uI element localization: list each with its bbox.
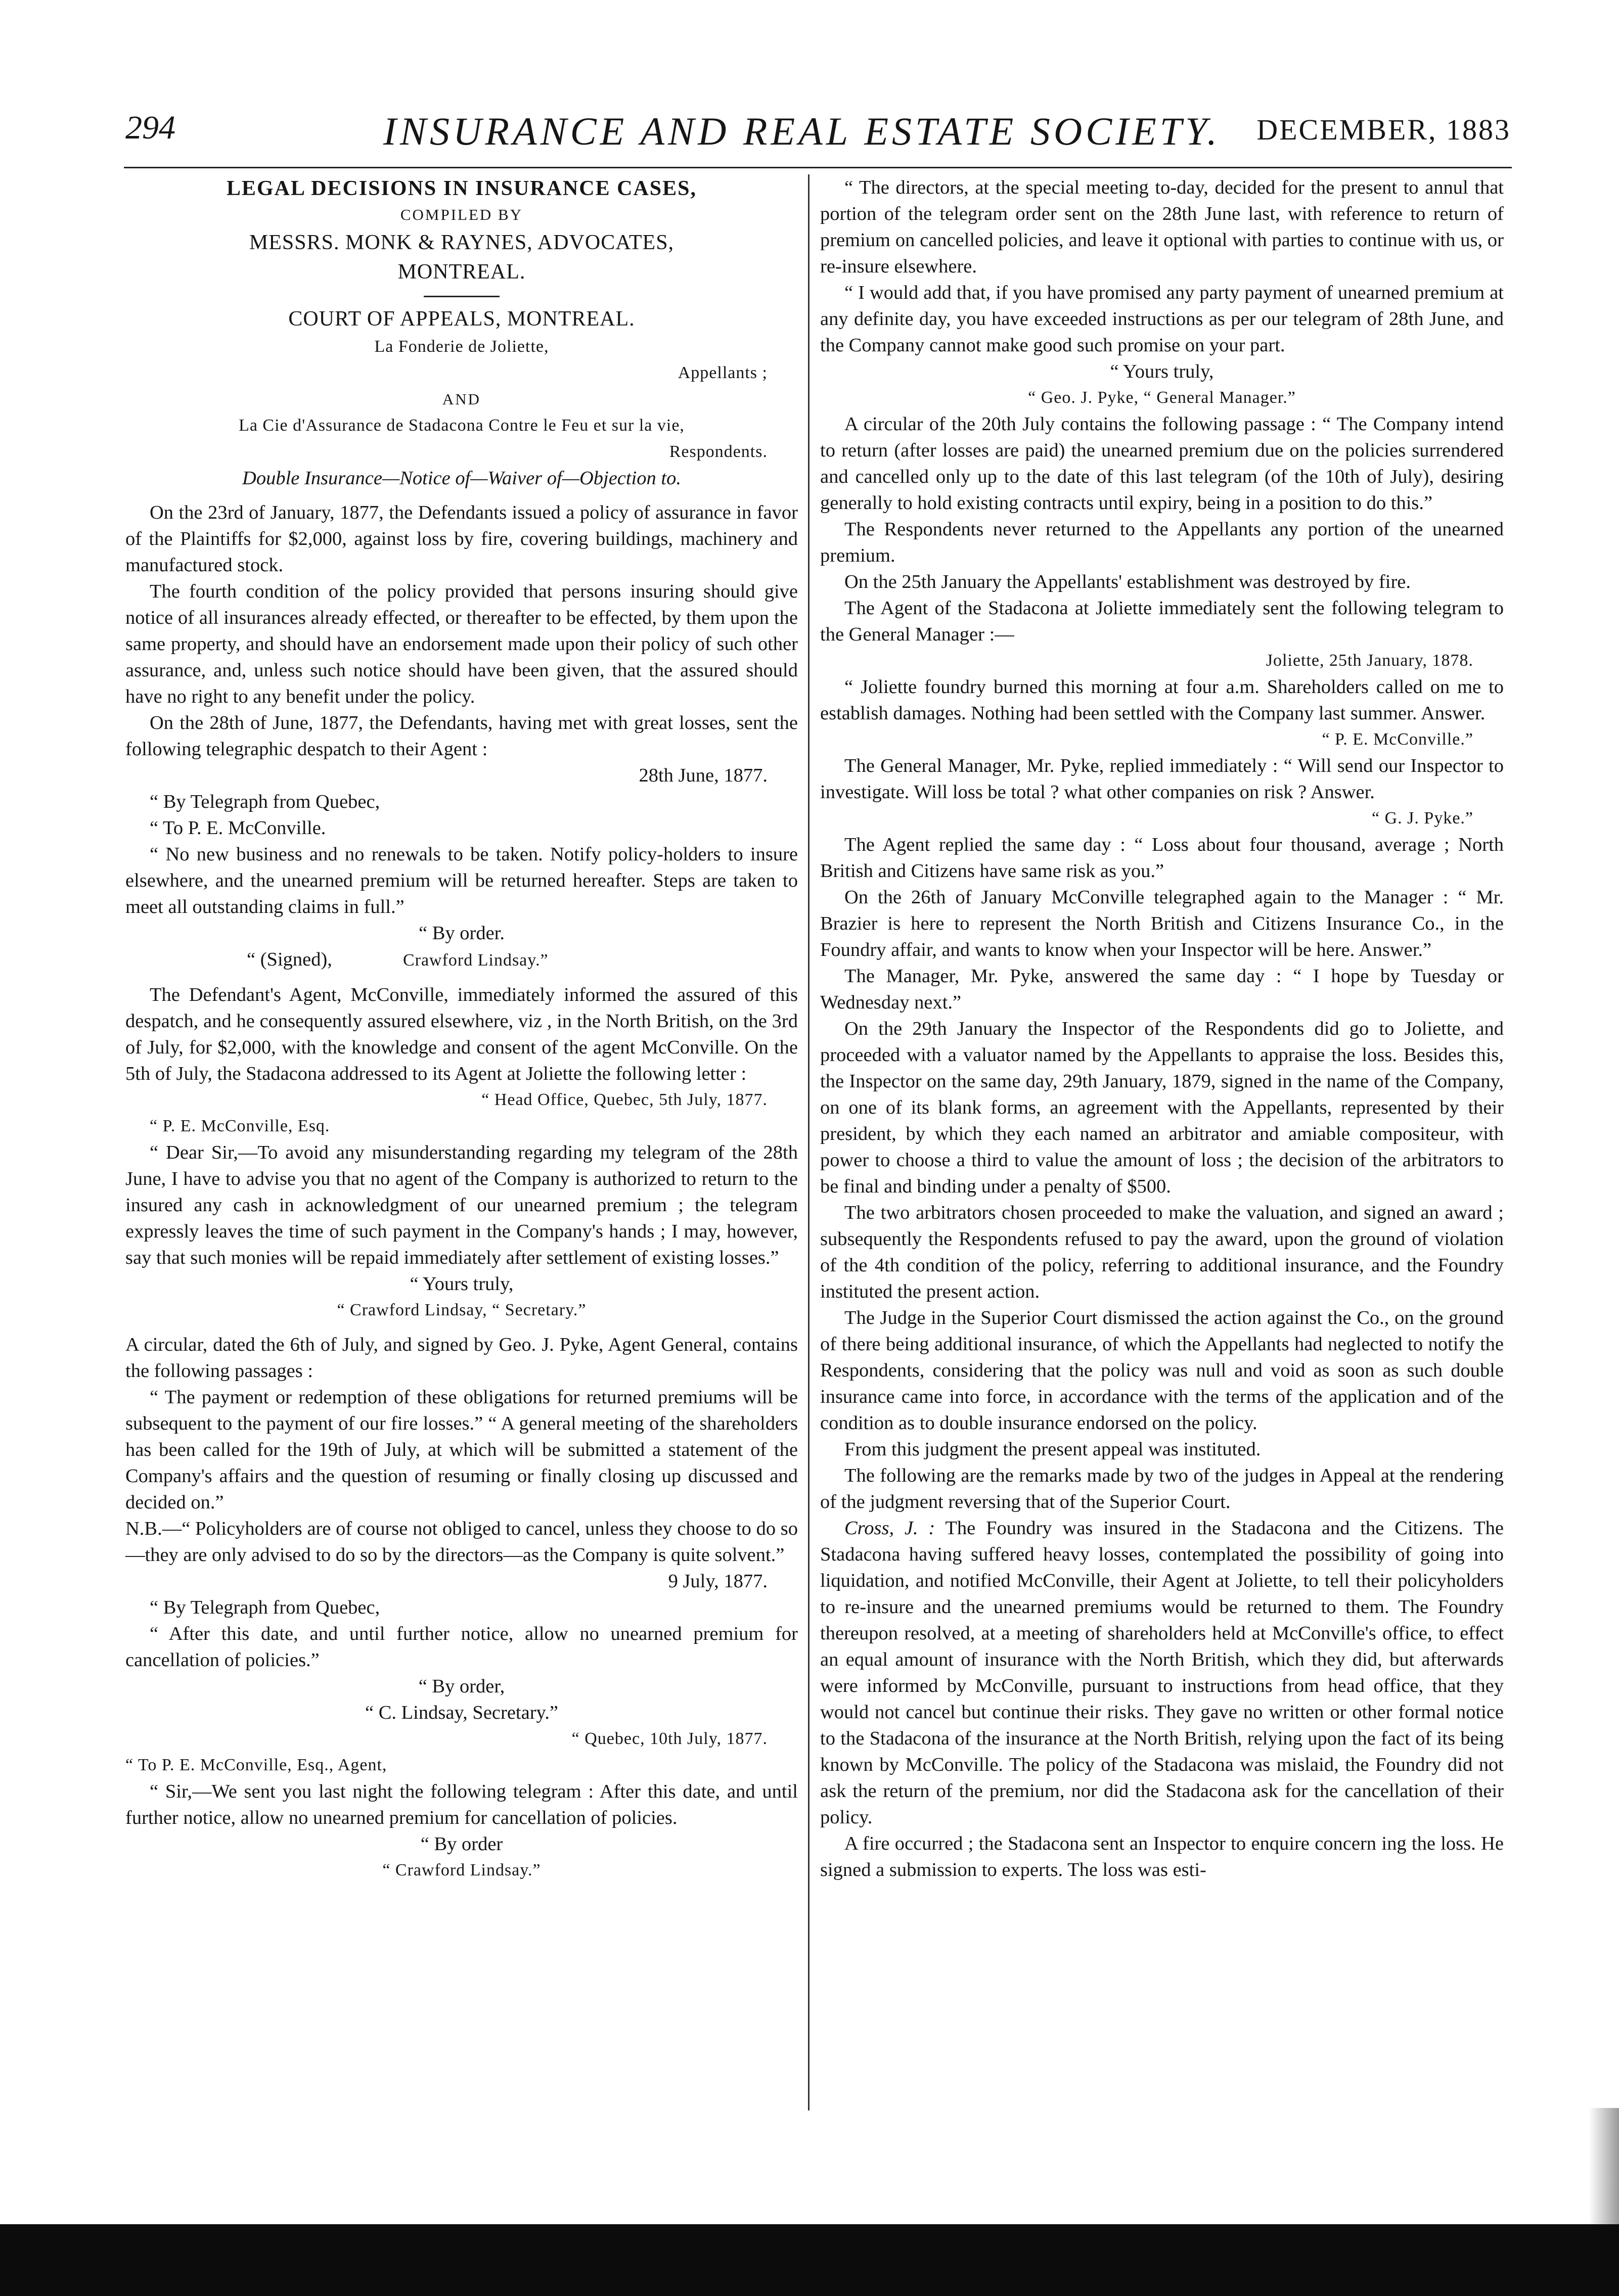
compilers-line-1: MESSRS. MONK & RAYNES, ADVOCATES, [249,231,674,254]
paragraph: The Defendant's Agent, McConville, immediately informed the assured of this despatch, and he consequently assured elsewhere, viz , in the North British, on the 3rd of July, for $2,000, with the knowledge and consent of the agent McConville. On the 5th of July, the Stadacona addressed to its Agent at Joliette the following letter : [125,984,798,1084]
letter-signature: “ Crawford Lindsay.” [382,1861,541,1879]
judge-remarks: The Foundry was insured in the Stadacona and the Citizens. The Stadacona having suffered heavy losses, contemplated the possibility of going into liquidation, and notified McConville, their Agent at Joliette, to tell their policyholders to re-insure and the unearned premiums would be returned to them. The Foundry thereupon resolved, at a meeting of shareholders held at McConville's office, to effect an equal amount of insurance with the North British, which they did, but afterwards were informed by McConville, pursuant to instructions from head office, that they would not cancel but continue their risks. They gave no written or other formal notice to the Stadacona of the insurance at the North British, relying upon the fact of its being known by McConville. The policy of the Stadacona was mislaid, the Foundry did not ask the return of the premium, nor did the Stadacona ask for the cancellation of their policy. [820,1518,1504,1828]
paragraph: On the 23rd of January, 1877, the Defendants issued a policy of assurance in favor of the Plaintiffs for $2,000, against loss by fire, covering buildings, machinery and manufactured stock. [125,502,798,576]
letter-body: “ Dear Sir,—To avoid any misunderstanding regarding my telegram of the 28th June, I have to advise you that no agent of the Company is authorized to return to the insured any cash in acknowledgment of our unearned premium ; the telegram expressly leaves the time of such payment in the Company's hands ; I may, however, say that such monies will be repaid immediately after settlement of existing losses.” [125,1142,798,1268]
signatory: Crawford Lindsay.” [402,951,549,970]
paragraph: The Agent replied the same day : “ Loss about four thousand, average ; North British and Citizens have same risk as you.” [820,834,1504,882]
letter-body: “ Sir,—We sent you last night the following telegram : After this date, and until further notice, allow no unearned premium for cancellation of policies. [125,1781,798,1828]
telegram-line: “ By order, [418,1676,505,1697]
telegram-body: “ No new business and no renewals to be taken. Notify policy-holders to insure elsewhere, and the unearned premium will be returned hereafter. Steps are taken to meet all outstanding claims in full.” [125,844,798,917]
page-edge-shadow [1589,2108,1619,2224]
running-header [125,109,1511,164]
court-heading: COURT OF APPEALS, MONTREAL. [288,307,635,331]
paragraph [820,1515,1504,1830]
telegram-signature [125,946,798,974]
telegram-signature: “ G. J. Pyke.” [1372,809,1473,828]
telegram-body: “ Joliette foundry burned this morning at four a.m. Shareholders called on me to establish damages. Nothing had been settled with the Company last summer. Answer. [820,676,1504,724]
paragraph: On the 28th of June, 1877, the Defendants, having met with great losses, sent the following telegraphic despatch to their Agent : [125,712,798,760]
paragraph: The General Manager, Mr. Pyke, replied immediately : “ Will send our Inspector to investigate. Will loss be total ? what other companies on risk ? Answer. [820,755,1504,803]
paragraph: A fire occurred ; the Stadacona sent an Inspector to enquire concern ing the loss. He signed a submission to experts. The loss was esti- [820,1833,1504,1880]
header-rule [124,167,1512,168]
page-number: 294 [125,109,175,146]
telegram-line: “ By Telegraph from Quebec, [150,791,380,812]
article-title: LEGAL DECISIONS IN INSURANCE CASES, [226,177,697,200]
paragraph: On the 26th of January McConville telegraphed again to the Manager : “ Mr. Brazier is here to represent the North British and Citizens Insurance Co., in the Foundry affair, and wants to know when your Inspector will be here. Answer.” [820,887,1504,960]
paragraph: On the 25th January the Appellants' establishment was destroyed by fire. [844,571,1411,592]
paragraph: The Agent of the Stadacona at Joliette immediately sent the following telegram to the General Manager :— [820,598,1504,645]
journal-title: INSURANCE AND REAL ESTATE SOCIETY. [383,109,1221,153]
letter-signature: “ Crawford Lindsay, “ Secretary.” [337,1301,587,1319]
letter-body: “ I would add that, if you have promised any party payment of unearned premium at any definite day, you have exceeded instructions as per our telegram of 28th June, and the Company cannot make good such promise on your part. [820,282,1504,356]
judge-name: Cross, J. : [844,1518,935,1539]
letter-date: “ Quebec, 10th July, 1877. [571,1729,768,1748]
telegram-date: 28th June, 1877. [639,765,768,786]
paragraph: The Manager, Mr. Pyke, answered the same day : “ I hope by Tuesday or Wednesday next.” [820,966,1504,1013]
paragraph: The fourth condition of the policy provided that persons insuring should give notice of all insurances already effected, or thereafter to be effected, by them upon the same property, and should have an endorsement made upon their policy of such other assurance, and, unless such notice should have been given, that the assured should have no right to any benefit under the policy. [125,581,798,707]
paragraph: The two arbitrators chosen proceeded to make the valuation, and signed an award ; subsequently the Respondents refused to pay the award, upon the ground of violation of the 4th condition of the policy, referring to additional insurance, and the Foundry instituted the present action. [820,1202,1504,1302]
telegram-line: “ By Telegraph from Quebec, [150,1597,380,1618]
appellant-party: La Fonderie de Joliette, [374,337,549,356]
circular-quote: “ The payment or redemption of these obligations for returned premiums will be subsequent to the payment of our fire losses.” “ A general meeting of the shareholders has been called for the 19th of July, at which will be submitted a statement of the Company's affairs and the question of resuming or finally closing up discussed and decided on.” [125,1387,798,1513]
case-subject: Double Insurance—Notice of—Waiver of—Objection to. [242,468,681,489]
right-column [820,174,1504,1883]
paragraph: The following are the remarks made by two of the judges in Appeal at the rendering of the judgment reversing that of the Superior Court. [820,1465,1504,1512]
telegram-signature: “ P. E. McConville.” [1322,730,1473,749]
telegram-date: 9 July, 1877. [668,1571,768,1592]
paragraph: The Judge in the Superior Court dismissed the action against the Co., on the ground of there being additional insurance, of which the Appellants had neglected to notify the Respondents, considering that the policy was null and void as soon as such double insurance came into force, in accordance with the terms of the application and of the condition as to double insurance endorsed on the policy. [820,1307,1504,1434]
letter-addressee: “ To P. E. McConville, Esq., Agent, [125,1756,387,1774]
paragraph: N.B.—“ Policyholders are of course not obliged to cancel, unless they choose to do so—they are only advised to do so by the directors—as the Company is quite solvent.” [125,1518,798,1566]
telegram-body: “ After this date, and until further notice, allow no unearned premium for cancellation of policies.” [125,1623,798,1671]
letter-body: “ The directors, at the special meeting to-day, decided for the present to annul that portion of the telegram order sent on the 28th June last, with reference to return of premium on cancelled policies, and leave it optional with parties to continue with us, or re-insure elsewhere. [820,177,1504,277]
letter-heading: “ Head Office, Quebec, 5th July, 1877. [481,1090,768,1109]
scan-border [0,2224,1619,2296]
telegram-signature: “ C. Lindsay, Secretary.” [365,1702,558,1723]
compiled-by: COMPILED BY [400,206,523,223]
telegram-line: “ By order. [419,923,505,944]
and-label: AND [442,390,481,408]
title-rule [424,296,500,297]
letter-close: “ Yours truly, [410,1273,514,1295]
letter-close: “ Yours truly, [1110,361,1214,382]
paragraph: The Respondents never returned to the Appellants any portion of the unearned premium. [820,519,1504,566]
telegram-date: Joliette, 25th January, 1878. [1266,651,1473,670]
letter-addressee: “ P. E. McConville, Esq. [150,1117,330,1135]
paragraph: From this judgment the present appeal was instituted. [844,1439,1261,1460]
respondent-party: La Cie d'Assurance de Stadacona Contre le Feu et sur la vie, [239,416,685,435]
telegram-line: “ To P. E. McConville. [150,817,326,839]
left-column [125,174,798,1884]
letter-close: “ By order [420,1833,503,1855]
compilers-line-2: MONTREAL. [397,260,526,284]
appellants-label: Appellants ; [678,363,768,382]
letter-signature: “ Geo. J. Pyke, “ General Manager.” [1028,388,1296,407]
signed-label: “ (Signed), [247,949,332,970]
paragraph: A circular, dated the 6th of July, and signed by Geo. J. Pyke, Agent General, contains the following passages : [125,1334,798,1382]
respondents-label: Respondents. [669,442,768,461]
column-divider [808,174,810,2110]
paragraph: On the 29th January the Inspector of the Respondents did go to Joliette, and proceeded with a valuator named by the Appellants to appraise the loss. Besides this, the Inspector on the same day, 29th January, 1879, signed in the name of the Company, on one of its blank forms, an agreement with the Appellants, represented by their president, by which they each named an arbitrator and amiable compositeur, with power to choose a third to value the amount of loss ; the decision of the arbitrators to be final and binding under a penalty of $500. [820,1018,1504,1197]
paragraph: A circular of the 20th July contains the following passage : “ The Company intend to return (after losses are paid) the unearned premium due on the policies surrendered and cancelled only up to the date of this last telegram (of the 10th of July), desiring generally to hold existing contracts until expiry, being in a position to do this.” [820,414,1504,514]
issue-date: DECEMBER, 1883 [1256,113,1511,146]
